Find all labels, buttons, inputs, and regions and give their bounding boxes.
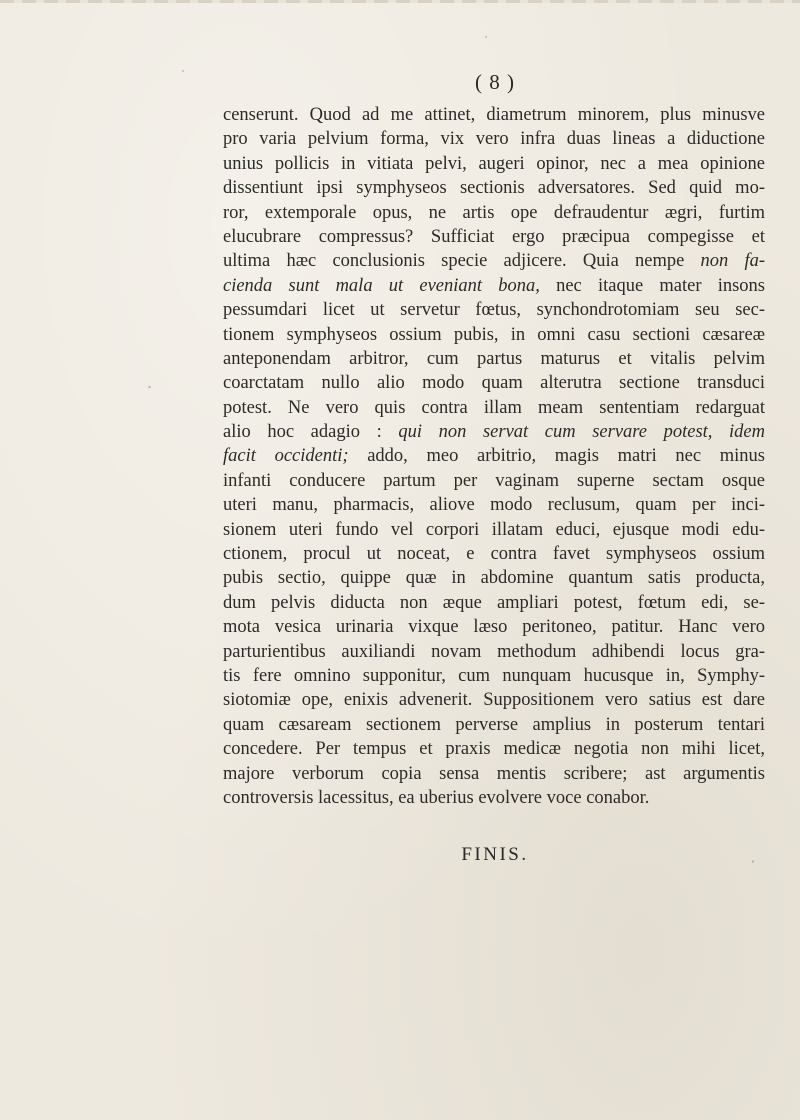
text-line (223, 566, 765, 590)
text-segment: uteri manu, pharmacis, aliove modo reclusum, quam per inci- (223, 495, 765, 516)
text-line (223, 469, 765, 493)
text-segment: pessumdari licet ut servetur fœtus, synchondrotomiam seu sec- (223, 300, 765, 321)
text-segment: unius pollicis in vitiata pelvi, augeri opinor, nec a mea opinione (223, 153, 765, 174)
finis-heading: FINIS. (461, 844, 529, 865)
page-top-edge (0, 0, 800, 3)
italic-text: qui non servat cum servare potest, idem (398, 422, 765, 443)
paper-speck (182, 70, 184, 72)
text-line (223, 249, 765, 273)
text-line (223, 664, 765, 688)
italic-text: facit occidenti; (223, 446, 349, 467)
text-line (223, 176, 765, 200)
text-line (223, 371, 765, 395)
text-segment: dissentiunt ipsi symphyseos sectionis adversatores. Sed quid mo- (223, 178, 765, 199)
text-segment: sionem uteri fundo vel corpori illatam educi, ejusque modi edu- (223, 519, 765, 540)
text-segment: mota vesica urinaria vixque læso peritoneo, patitur. Hanc vero (223, 617, 765, 638)
text-line (223, 762, 765, 786)
text-line (223, 591, 765, 615)
text-line (223, 493, 765, 517)
text-segment: addo, meo arbitrio, magis matri nec minus (348, 446, 765, 467)
text-segment: potest. Ne vero quis contra illam meam sententiam redarguat (223, 397, 765, 418)
text-segment: ultima hæc conclusionis specie adjicere. Quia nempe (223, 251, 701, 272)
text-segment: nec itaque mater insons (539, 275, 765, 296)
text-line (223, 420, 765, 444)
text-segment: majore verborum copia sensa mentis scribere; ast argumentis (223, 763, 765, 784)
page-number: ( 8 ) (475, 70, 515, 94)
text-segment: dum pelvis diducta non æque ampliari potest, fœtum edi, se- (223, 592, 765, 613)
text-line (223, 103, 765, 127)
paper-speck (752, 860, 754, 863)
text-line (223, 298, 765, 322)
text-segment: censerunt. Quod ad me attinet, diametrum minorem, plus minusve (223, 105, 765, 125)
text-line (223, 323, 765, 347)
italic-text: non fa- (700, 251, 765, 272)
text-segment: concedere. Per tempus et praxis medicæ negotia non mihi licet, (223, 739, 765, 760)
text-segment: parturientibus auxiliandi novam methodum adhibendi locus gra- (223, 641, 765, 662)
text-line (223, 518, 765, 542)
text-line (223, 615, 765, 639)
text-segment: infanti conducere partum per vaginam superne sectam osque (223, 470, 765, 491)
text-line (223, 713, 765, 737)
text-segment: pro varia pelvium forma, vix vero infra duas lineas a diductione (223, 129, 765, 150)
text-line (223, 347, 765, 371)
text-line (223, 640, 765, 664)
text-segment: elucubrare compressus? Sufficiat ergo præcipua compegisse et (223, 226, 765, 247)
paper-speck (148, 386, 151, 388)
text-line (223, 444, 765, 468)
text-segment: tis fere omnino supponitur, cum nunquam hucusque in, Symphy- (223, 665, 765, 686)
text-line (223, 225, 765, 249)
text-line (223, 152, 765, 176)
text-segment: pubis sectio, quippe quæ in abdomine quantum satis producta, (223, 568, 765, 589)
text-line (223, 127, 765, 151)
text-line (223, 396, 765, 420)
text-segment: ctionem, procul ut noceat, e contra favet symphyseos ossium (223, 544, 765, 565)
text-line (223, 274, 765, 298)
text-segment: anteponendam arbitror, cum partus maturus et vitalis pelvim (223, 348, 765, 369)
text-segment: coarctatam nullo alio modo quam alterutra sectione transduci (223, 373, 765, 394)
text-segment: quam cæsaream sectionem perverse amplius in posterum tentari (223, 714, 765, 735)
text-line (223, 201, 765, 225)
text-segment: tionem symphyseos ossium pubis, in omni casu sectioni cæsareæ (223, 324, 765, 345)
italic-text: cienda sunt mala ut eveniant bona, (223, 275, 540, 296)
text-line (223, 688, 765, 712)
text-segment: ror, extemporale opus, ne artis ope defraudentur ægri, furtim (223, 202, 765, 223)
text-line (223, 737, 765, 761)
body-text (223, 103, 765, 810)
text-segment: alio hoc adagio : (223, 422, 399, 443)
text-segment: siotomiæ ope, enixis advenerit. Suppositionem vero satius est dare (223, 690, 765, 711)
text-segment: controversis lacessitus, ea uberius evolvere voce conabor. (223, 787, 650, 808)
paper-speck (485, 36, 487, 38)
text-line (223, 786, 765, 810)
text-line (223, 542, 765, 566)
